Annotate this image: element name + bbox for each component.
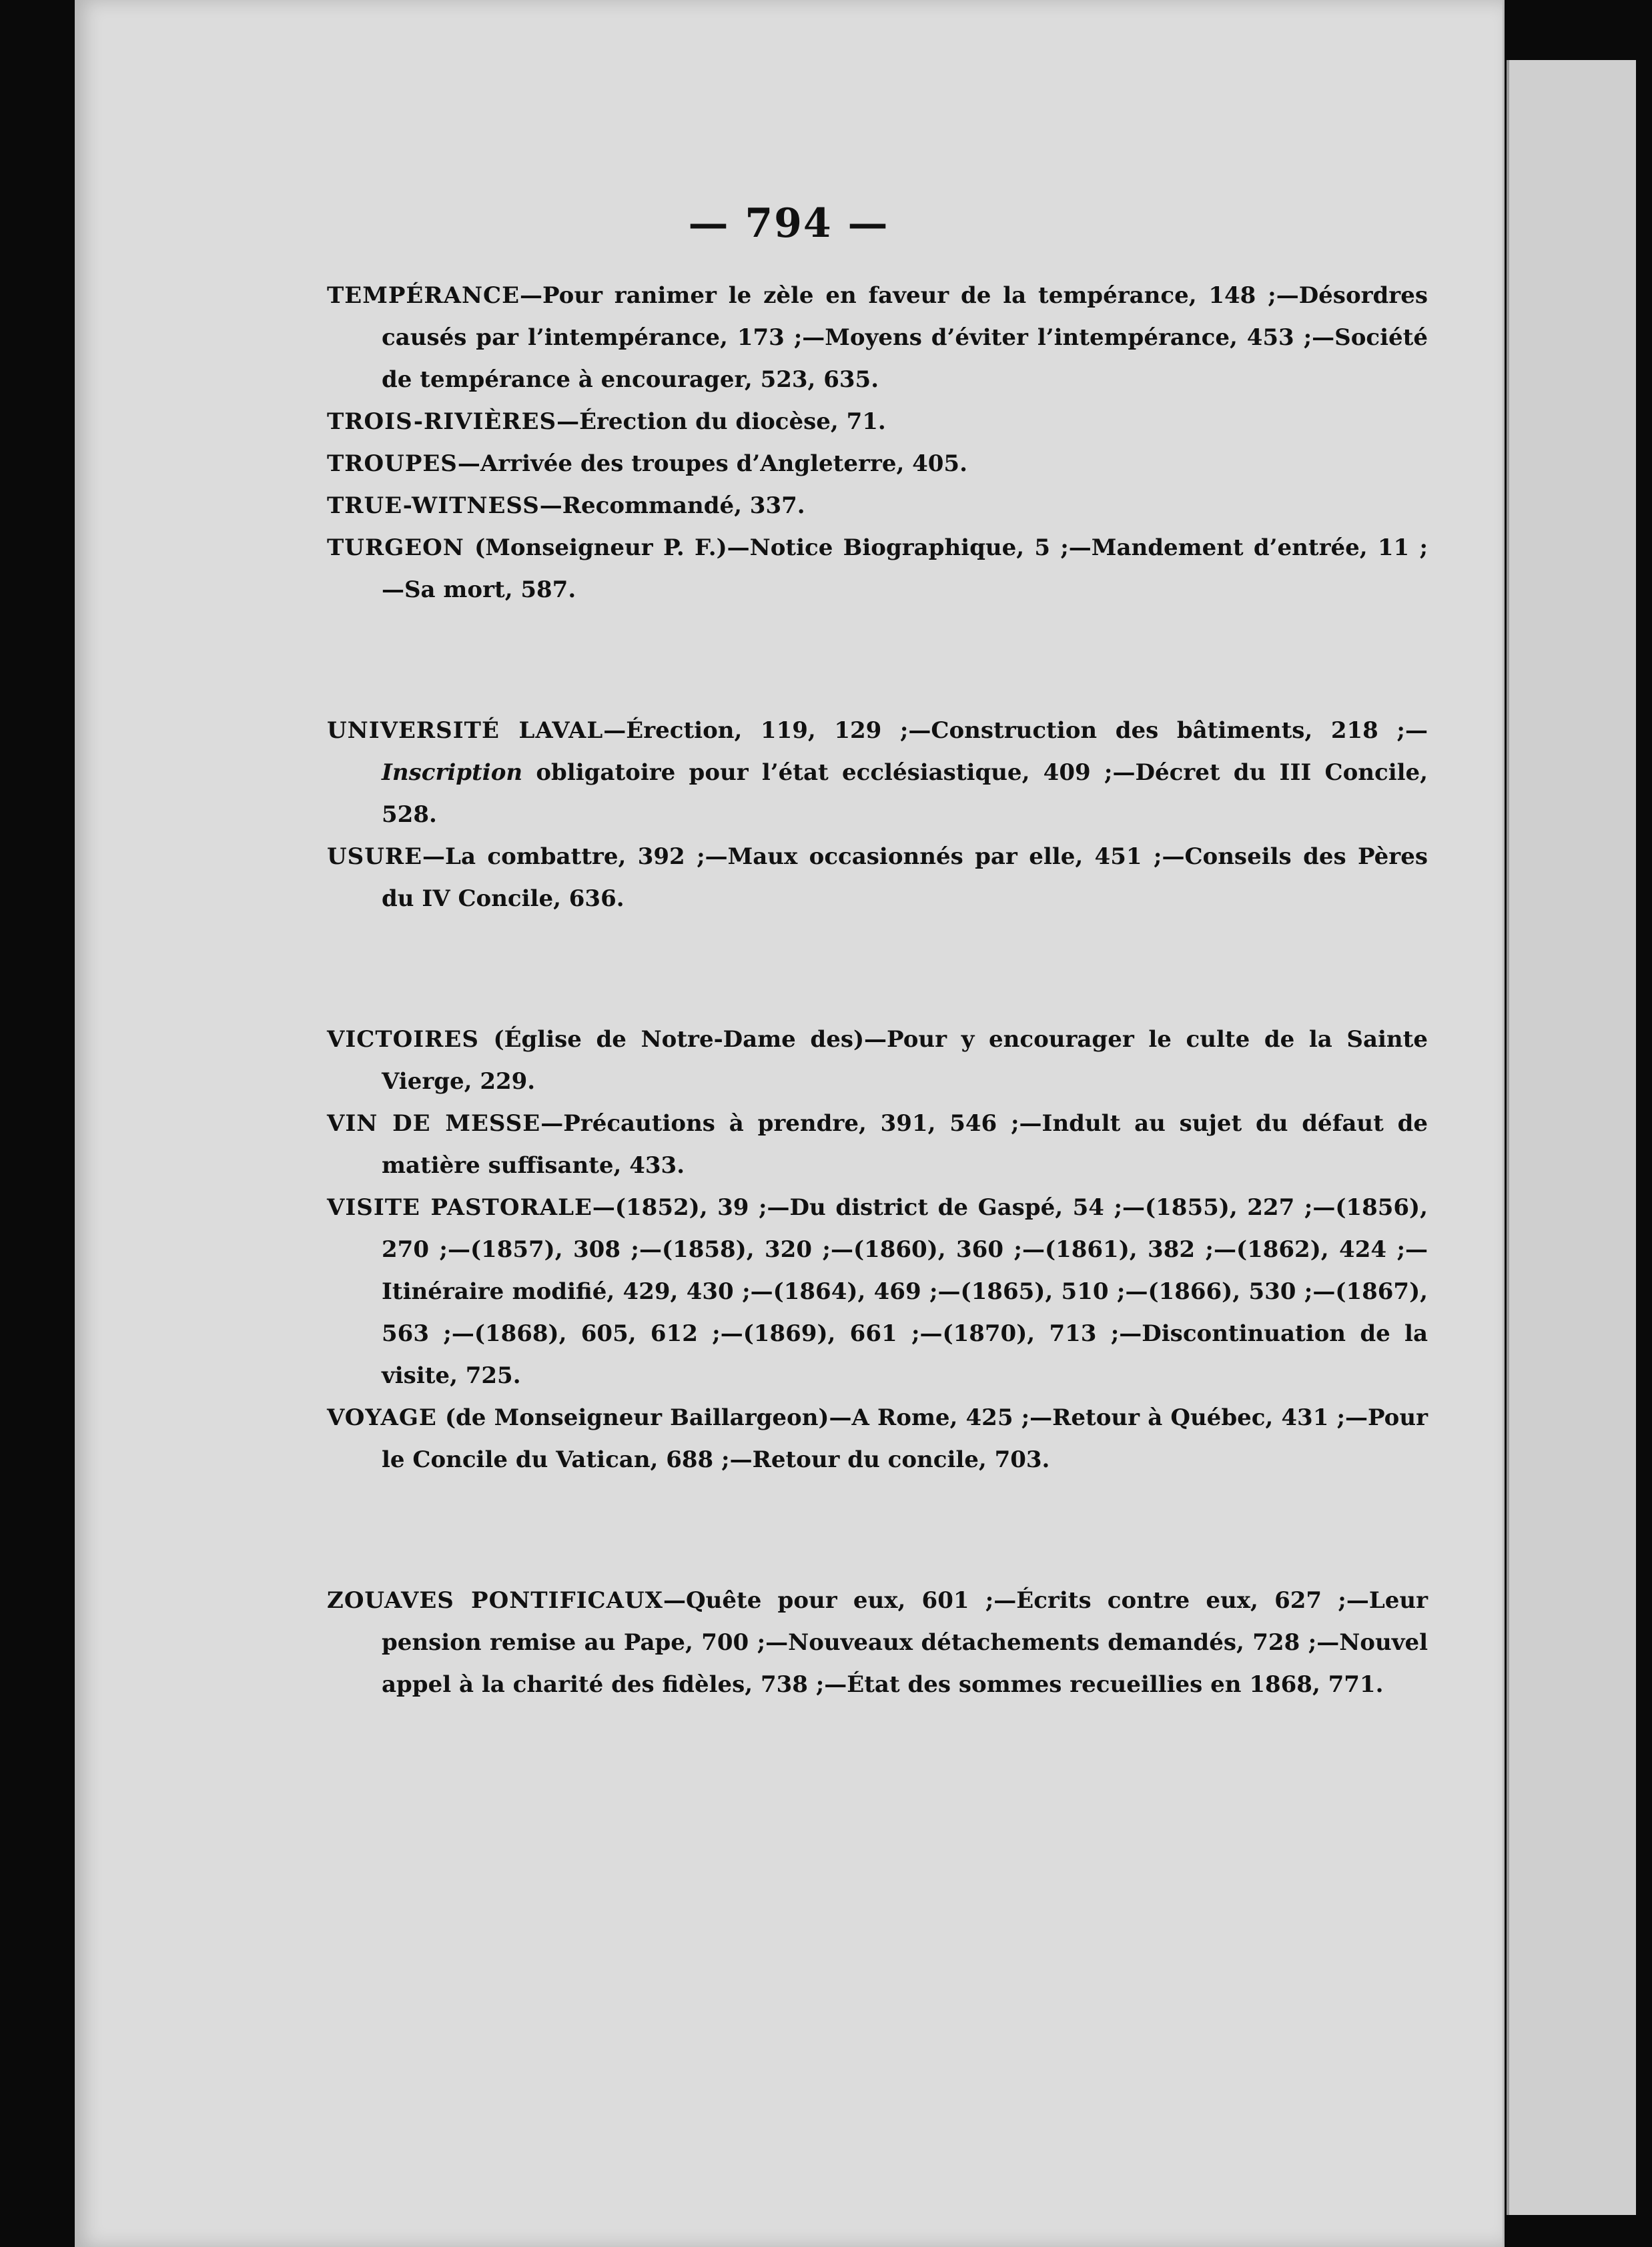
entry-heading: ZOUAVES PONTIFICAUX <box>327 1587 664 1614</box>
entry-text: —Pour ranimer le zèle en faveur de la tempérance, 148 ;—Désordres causés par l’intempérance, 173 ;—Moyens d’éviter l’intempérance, 453 ;—Société de tempérance à encourager, 523, 635. <box>382 282 1428 393</box>
entry-text: —Érection du diocèse, 71. <box>556 408 886 435</box>
index-entry-zouaves-pontificaux <box>327 1580 1428 1706</box>
entry-text: —Précautions à prendre, 391, 546 ;—Indult au sujet du défaut de matière suffisante, 433. <box>382 1110 1428 1179</box>
entry-text: (Monseigneur P. F.)—Notice Biographique, 5 ;—Mandement d’entrée, 11 ; —Sa mort, 587. <box>382 534 1428 603</box>
index-entry-victoires <box>327 1019 1428 1103</box>
entry-heading: TRUE-WITNESS <box>327 492 540 519</box>
index-entry-universite-laval <box>327 710 1428 836</box>
entry-text-continued: obligatoire pour l’état ecclésiastique, 409 ;—Décret du III Concile, 528. <box>382 759 1428 828</box>
entry-text: —Érection, 119, 129 ;—Construction des bâtiments, 218 ;— <box>603 717 1428 744</box>
index-entry-turgeon <box>327 527 1428 611</box>
entry-heading: TEMPÉRANCE <box>327 282 520 309</box>
index-entry-troupes <box>327 443 1428 485</box>
entry-text: —(1852), 39 ;—Du district de Gaspé, 54 ;—(1855), 227 ;—(1856), 270 ;—(1857), 308 ;—(1858), 320 ;—(1860), 360 ;—(1861), 382 ;—(1862), 424 ;—Itinéraire modifié, 429, 430 ;—(1864), 469 ;—(1865), 510 ;—(1866), 530 ;—(1867), 563 ;—(1868), 605, 612 ;—(1869), 661 ;—(1870), 713 ;—Discontinuation de la visite, 725. <box>382 1194 1428 1389</box>
entry-heading: VICTOIRES <box>327 1026 479 1053</box>
page <box>75 0 1505 2247</box>
index-entry-temperance <box>327 275 1428 401</box>
entry-heading: VISITE PASTORALE <box>327 1194 592 1221</box>
page-number: — 794 — <box>688 200 889 247</box>
entry-heading: VOYAGE <box>327 1404 437 1431</box>
entry-text: —Quête pour eux, 601 ;—Écrits contre eux, 627 ;—Leur pension remise au Pape, 700 ;—Nouveaux détachements demandés, 728 ;—Nouvel appel à la charité des fidèles, 738 ;—État des sommes recueillies en 1868, 771. <box>382 1587 1428 1698</box>
entry-heading: USURE <box>327 843 423 870</box>
entry-heading: TURGEON <box>327 534 464 561</box>
entry-text: —La combattre, 392 ;—Maux occasionnés par elle, 451 ;—Conseils des Pères du IV Concile, 636. <box>382 843 1428 912</box>
index-entry-trois-rivieres <box>327 401 1428 443</box>
index-entry-true-witness <box>327 485 1428 527</box>
entry-text: —Recommandé, 337. <box>539 492 805 519</box>
index-entry-voyage <box>327 1397 1428 1481</box>
index-entries <box>327 275 1428 1706</box>
entry-text: (de Monseigneur Baillargeon)—A Rome, 425 ;—Retour à Québec, 431 ;—Pour le Concile du Vatican, 688 ;—Retour du concile, 703. <box>382 1404 1428 1473</box>
entry-text: —Arrivée des troupes d’Angleterre, 405. <box>457 450 967 477</box>
adjacent-page-edge <box>1507 60 1636 2215</box>
entry-heading: TROIS-RIVIÈRES <box>327 408 557 435</box>
entry-italic-term: Inscription <box>382 759 523 786</box>
entry-heading: TROUPES <box>327 450 458 477</box>
entry-heading: VIN DE MESSE <box>327 1110 541 1137</box>
index-entry-vin-de-messe <box>327 1103 1428 1187</box>
entry-text: (Église de Notre-Dame des)—Pour y encourager le culte de la Sainte Vierge, 229. <box>382 1026 1428 1095</box>
index-entry-usure <box>327 836 1428 920</box>
index-entry-visite-pastorale <box>327 1187 1428 1397</box>
entry-heading: UNIVERSITÉ LAVAL <box>327 717 604 744</box>
